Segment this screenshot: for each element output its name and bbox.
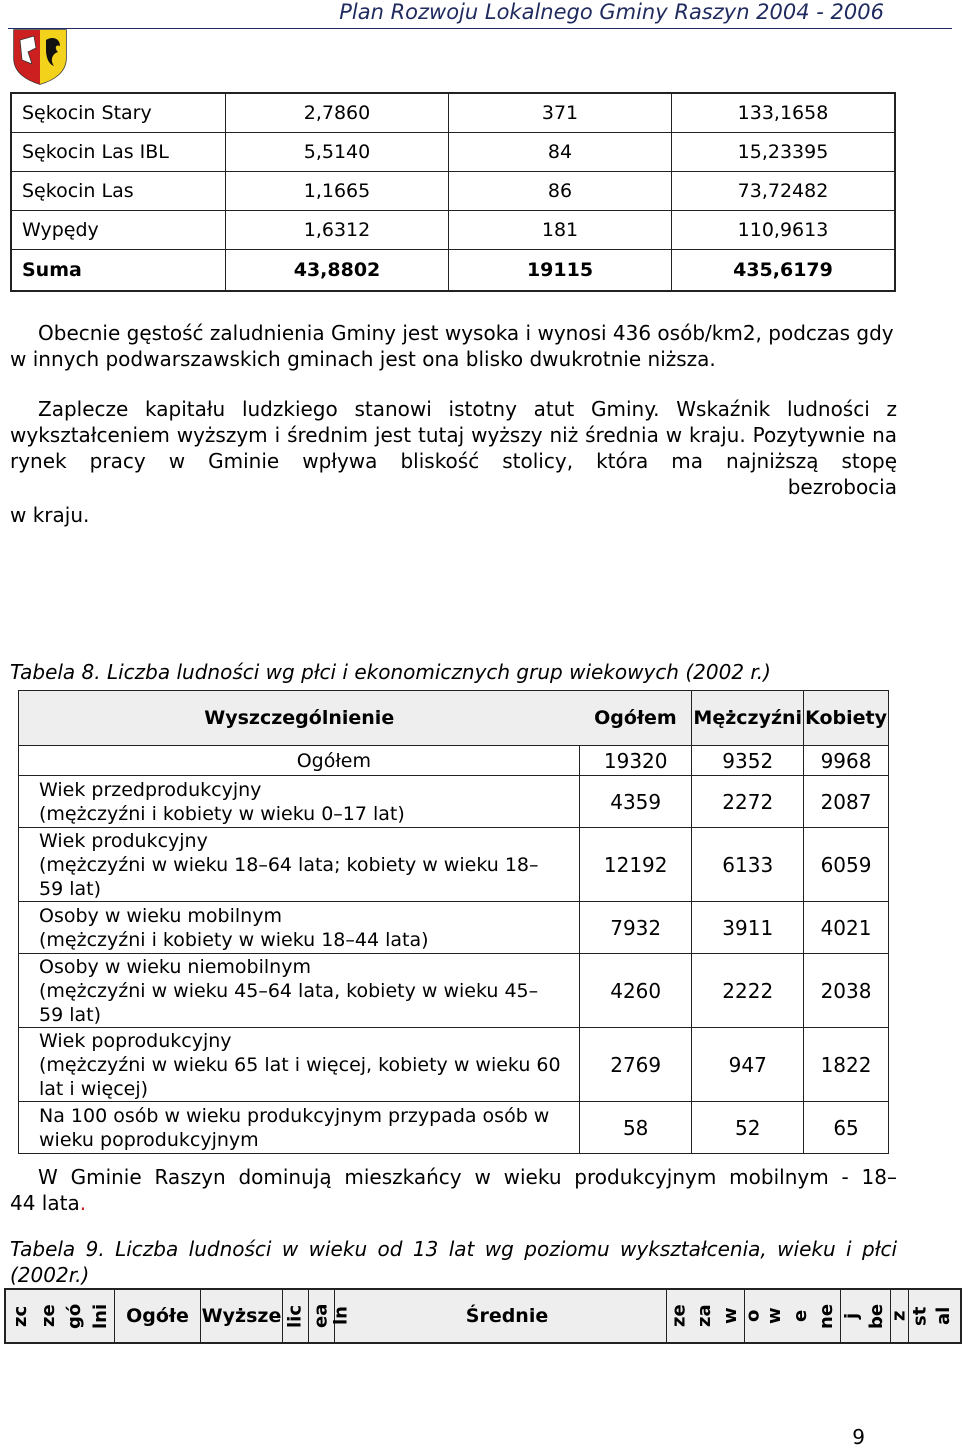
row-label: Na 100 osób w wieku produkcyjnym przypada osób w wieku poprodukcyjnym bbox=[19, 1102, 580, 1154]
table-cell: 19115 bbox=[449, 250, 672, 292]
table-cell: 3911 bbox=[692, 902, 804, 954]
page-number: 9 bbox=[852, 1425, 865, 1449]
paragraph-density: Obecnie gęstość zaludnienia Gminy jest wysoka i wynosi 436 osób/km2, podczas gdy w innych podwarszawskich gminach jest ona blisko dwukrotnie niższa. bbox=[10, 321, 894, 371]
table-header-cell: ze bbox=[38, 1304, 59, 1328]
table-cell: 2272 bbox=[692, 776, 804, 828]
table-cell: 5,5140 bbox=[226, 133, 449, 172]
table-row bbox=[19, 1102, 889, 1154]
table-header-cell: st bbox=[908, 1290, 932, 1342]
table-row bbox=[11, 93, 895, 133]
table-header-cell: o bbox=[744, 1290, 762, 1342]
header-desc: Wyszczególnienie bbox=[19, 691, 580, 746]
table-cell: 2087 bbox=[804, 776, 889, 828]
red-period: . bbox=[79, 1191, 87, 1215]
row-label: Wiek poprodukcyjny (mężczyźni w wieku 65 lat i więcej, kobiety w wieku 60 lat i więcej) bbox=[19, 1028, 580, 1102]
paragraph-dominant-age-text: 44 lata bbox=[10, 1191, 80, 1215]
table-cell: 7932 bbox=[579, 902, 691, 954]
table-header-cell: Średnie bbox=[465, 1305, 549, 1327]
table-header-cell: za bbox=[694, 1304, 715, 1328]
table-cell: Wypędy bbox=[11, 211, 226, 250]
table-header-cell: Wyższe bbox=[200, 1290, 282, 1342]
table-header-cell: ne bbox=[816, 1303, 837, 1329]
table-header-cell: ln bbox=[334, 1290, 348, 1342]
coat-of-arms-icon bbox=[10, 26, 70, 86]
table-cell: 52 bbox=[692, 1102, 804, 1154]
document-header-title: Plan Rozwoju Lokalnego Gminy Raszyn 2004 - 2006 bbox=[339, 0, 884, 24]
table-header-cell: al bbox=[933, 1306, 954, 1326]
table-header-cell: lic bbox=[282, 1290, 308, 1342]
table-cell: 4359 bbox=[579, 776, 691, 828]
table-header-cell: j bbox=[840, 1290, 864, 1342]
table-cell: 435,6179 bbox=[672, 250, 896, 292]
header-total: Ogółem bbox=[579, 691, 691, 746]
header-men: Mężczyźni bbox=[692, 691, 804, 746]
table-cell: Sękocin Stary bbox=[11, 93, 226, 133]
table-cell: 19320 bbox=[579, 746, 691, 776]
table-cell: 43,8802 bbox=[226, 250, 449, 292]
paragraph-human-capital-last: w kraju. bbox=[10, 503, 90, 527]
table-header-cell: z bbox=[890, 1290, 908, 1342]
table-cell: 73,72482 bbox=[672, 172, 896, 211]
table-cell: 4021 bbox=[804, 902, 889, 954]
paragraph-dominant-age-last bbox=[10, 1190, 86, 1216]
table-sum-row bbox=[11, 250, 895, 292]
table-cell: 181 bbox=[449, 211, 672, 250]
table-cell: 371 bbox=[449, 93, 672, 133]
table-header-cell: w bbox=[720, 1307, 741, 1325]
table-cell: 2038 bbox=[804, 954, 889, 1028]
table-header-cell: w bbox=[764, 1307, 785, 1325]
paragraph-human-capital: Zaplecze kapitału ludzkiego stanowi istotny atut Gminy. Wskaźnik ludności z wykształceniem wyższym i średnim jest tutaj wyższy niż średnia w kraju. Pozytywnie na rynek pracy w Gminie wpływa bliskość stolicy, która ma najniższą stopę bbox=[10, 397, 897, 473]
table9-caption: Tabela 9. Liczba ludności w wieku od 13 lat wg poziomu wykształcenia, wieku i płci (2002r.) bbox=[10, 1237, 897, 1287]
table-cell: 9968 bbox=[804, 746, 889, 776]
table-cell: Sękocin Las IBL bbox=[11, 133, 226, 172]
table-cell: 133,1658 bbox=[672, 93, 896, 133]
row-label: Osoby w wieku mobilnym (mężczyźni i kobiety w wieku 18–44 lata) bbox=[19, 902, 580, 954]
row-label: Wiek przedprodukcyjny (mężczyźni i kobiety w wieku 0–17 lat) bbox=[19, 776, 580, 828]
table-cell: 1,6312 bbox=[226, 211, 449, 250]
table-header-cell: be bbox=[866, 1303, 887, 1329]
table-header-cell: e bbox=[790, 1309, 811, 1323]
paragraph-human-capital-tail: bezrobocia bbox=[787, 475, 897, 499]
paragraph-dominant-age: W Gminie Raszyn dominują mieszkańcy w wieku produkcyjnym mobilnym - 18– bbox=[38, 1165, 897, 1189]
table8-caption: Tabela 8. Liczba ludności wg płci i ekonomicznych grup wiekowych (2002 r.) bbox=[10, 660, 771, 684]
table-cell: 947 bbox=[692, 1028, 804, 1102]
table-header-cell: zc bbox=[10, 1305, 31, 1327]
table-header-cell: ze bbox=[666, 1290, 692, 1342]
table-header-row bbox=[19, 691, 889, 746]
header-women: Kobiety bbox=[804, 691, 889, 746]
table-cell: 15,23395 bbox=[672, 133, 896, 172]
table-row bbox=[19, 902, 889, 954]
table-cell: 65 bbox=[804, 1102, 889, 1154]
table-cell: 9352 bbox=[692, 746, 804, 776]
table-cell: Suma bbox=[11, 250, 226, 292]
table-cell: 2769 bbox=[579, 1028, 691, 1102]
table-cell: 58 bbox=[579, 1102, 691, 1154]
table-header-cell: Ogółe bbox=[114, 1290, 200, 1342]
row-label: Wiek produkcyjny (mężczyźni w wieku 18–64 lata; kobiety w wieku 18– 59 lat) bbox=[19, 828, 580, 902]
table-row bbox=[19, 828, 889, 902]
table-row bbox=[11, 211, 895, 250]
table-cell: 2,7860 bbox=[226, 93, 449, 133]
table-row bbox=[19, 746, 889, 776]
table-cell: 1,1665 bbox=[226, 172, 449, 211]
table-cell: 1822 bbox=[804, 1028, 889, 1102]
table-cell: 6059 bbox=[804, 828, 889, 902]
table-row bbox=[19, 1028, 889, 1102]
header-divider bbox=[8, 28, 952, 29]
education-table-header bbox=[4, 1288, 962, 1344]
population-by-sex-age-table bbox=[18, 690, 889, 1154]
total-label: Ogółem bbox=[19, 746, 580, 776]
table-cell: 4260 bbox=[579, 954, 691, 1028]
table-cell: 84 bbox=[449, 133, 672, 172]
table-header-cell: ea bbox=[308, 1290, 334, 1342]
table-cell: 12192 bbox=[579, 828, 691, 902]
table-row bbox=[19, 776, 889, 828]
table-cell: 6133 bbox=[692, 828, 804, 902]
table-row bbox=[11, 172, 895, 211]
table-row bbox=[19, 954, 889, 1028]
population-density-table bbox=[10, 92, 896, 292]
table-cell: 110,9613 bbox=[672, 211, 896, 250]
table-cell: Sękocin Las bbox=[11, 172, 226, 211]
table-cell: 2222 bbox=[692, 954, 804, 1028]
table-header-cell: gó bbox=[64, 1303, 85, 1329]
table-row bbox=[11, 133, 895, 172]
row-label: Osoby w wieku niemobilnym (mężczyźni w wieku 45–64 lata, kobiety w wieku 45– 59 lat) bbox=[19, 954, 580, 1028]
table-header-cell: lni bbox=[90, 1303, 111, 1329]
table-cell: 86 bbox=[449, 172, 672, 211]
